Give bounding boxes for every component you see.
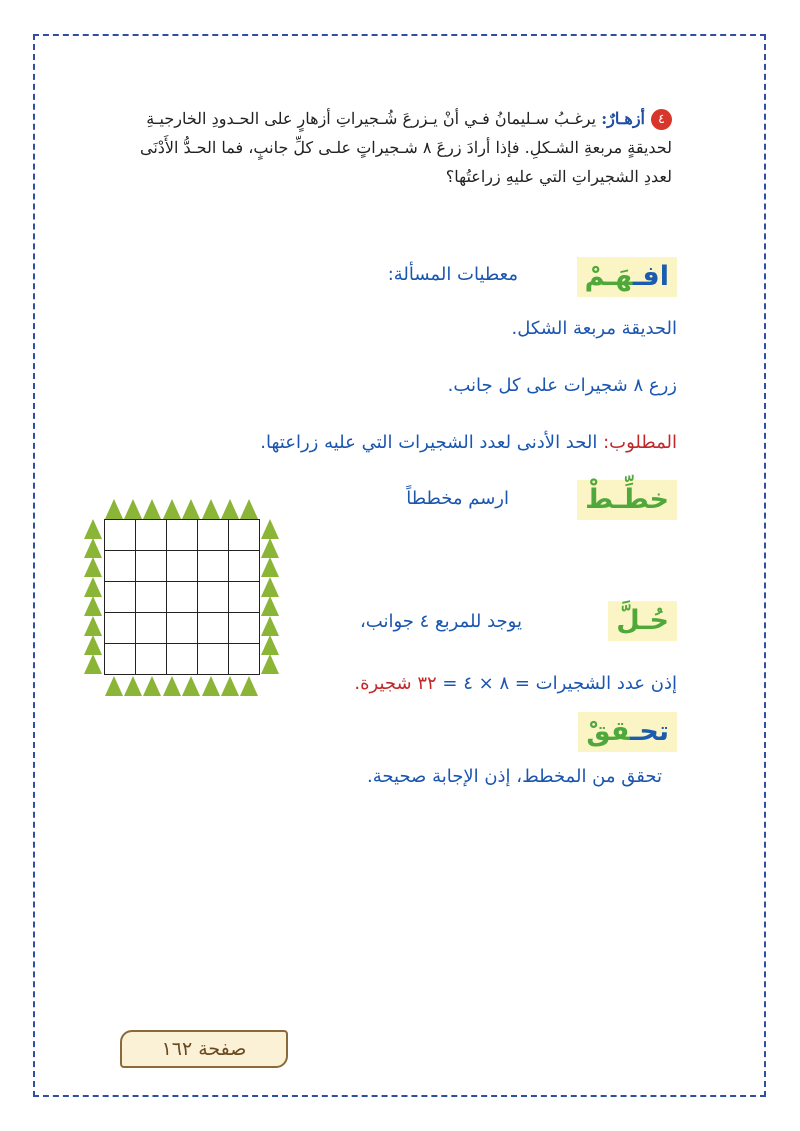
grid-cell (104, 581, 136, 613)
grid-cell (228, 643, 260, 675)
shrub-bottom (182, 676, 200, 696)
shrub-right (261, 596, 279, 616)
shrub-top (182, 499, 200, 519)
shrub-bottom (240, 676, 258, 696)
solve-equation: إذن عدد الشجيرات = ٨ × ٤ = (436, 673, 677, 694)
shrub-top (105, 499, 123, 519)
grid-cell (166, 550, 198, 582)
shrub-bottom (105, 676, 123, 696)
problem-statement (112, 104, 672, 191)
shrub-right (261, 635, 279, 655)
grid-cell (197, 612, 229, 644)
shrub-bottom (163, 676, 181, 696)
grid-cell (104, 519, 136, 551)
solve-heading: حُـلَّ (608, 601, 677, 641)
page-number-badge: صفحة ١٦٢ (120, 1030, 288, 1068)
grid-cell (135, 519, 167, 551)
grid-cell (197, 550, 229, 582)
shrub-right (261, 654, 279, 674)
shrub-bottom (221, 676, 239, 696)
shrub-right (261, 538, 279, 558)
solve-line-2 (354, 673, 677, 694)
grid-cell (197, 643, 229, 675)
shrub-right (261, 557, 279, 577)
given-1: الحديقة مربعة الشكل. (511, 318, 677, 339)
understand-heading-part2: هَـمْ (584, 261, 633, 292)
grid-cell (228, 519, 260, 551)
check-heading-part2: قق (586, 716, 631, 747)
understand-heading (577, 257, 677, 297)
solve-line-1: يوجد للمربع ٤ جوانب، (359, 611, 522, 632)
shrub-top (202, 499, 220, 519)
grid-cell (166, 519, 198, 551)
grid-cell (228, 612, 260, 644)
shrub-left (84, 519, 102, 539)
shrub-left (84, 538, 102, 558)
given-2: زرع ٨ شجيرات على كل جانب. (447, 375, 677, 396)
shrub-right (261, 519, 279, 539)
required-text: الحد الأدنى لعدد الشجيرات التي عليه زراعتها. (260, 432, 604, 453)
shrub-left (84, 577, 102, 597)
shrub-right (261, 616, 279, 636)
problem-text: يرغـبُ سـليمانُ فـي أنْ يـزرعَ شُـجيراتِ أزهارٍ على الحـدودِ الخارجيـةِ لحديقةٍ مربعةِ الشـكلِ. فإذا أرادَ زرعَ ٨ شـجيراتٍ علـى كلِّ جانبٍ، فما الحـدُّ الأَدْنَى لعددِ الشجيراتِ التي عليهِ زراعتُها؟ (139, 109, 672, 186)
shrub-top (124, 499, 142, 519)
givens-label: معطيات المسألة: (387, 264, 518, 285)
grid-cell (197, 581, 229, 613)
shrub-left (84, 654, 102, 674)
shrub-left (84, 557, 102, 577)
problem-keyword: أزهـارٌ: (601, 109, 645, 128)
grid-cell (166, 581, 198, 613)
grid-cell (135, 581, 167, 613)
plan-heading: خطِّـطْ (577, 480, 677, 520)
shrub-top (143, 499, 161, 519)
required-line (260, 432, 677, 453)
shrub-top (163, 499, 181, 519)
garden-diagram (80, 495, 280, 700)
shrub-left (84, 596, 102, 616)
shrub-bottom (202, 676, 220, 696)
grid-cell (166, 612, 198, 644)
check-text: تحقق من المخطط، إذن الإجابة صحيحة. (367, 766, 662, 787)
grid-cell (135, 643, 167, 675)
shrub-bottom (124, 676, 142, 696)
grid-cell (197, 519, 229, 551)
grid-cell (135, 550, 167, 582)
grid-cell (228, 550, 260, 582)
grid-cell (166, 643, 198, 675)
grid-cell (104, 612, 136, 644)
grid-cell (135, 612, 167, 644)
grid-cell (228, 581, 260, 613)
shrub-left (84, 635, 102, 655)
check-heading (578, 712, 677, 752)
plan-instruction: ارسم مخططاً (406, 488, 509, 509)
shrub-top (221, 499, 239, 519)
check-heading-part1: تحـ (630, 716, 669, 747)
shrub-top (240, 499, 258, 519)
shrub-bottom (143, 676, 161, 696)
problem-number-badge: ٤ (651, 109, 672, 130)
grid-cell (104, 550, 136, 582)
solve-result: ٣٢ شجيرة. (354, 673, 437, 694)
grid-cell (104, 643, 136, 675)
shrub-right (261, 577, 279, 597)
required-label: المطلوب: (603, 432, 677, 453)
shrub-left (84, 616, 102, 636)
understand-heading-part1: افـ (632, 261, 669, 292)
